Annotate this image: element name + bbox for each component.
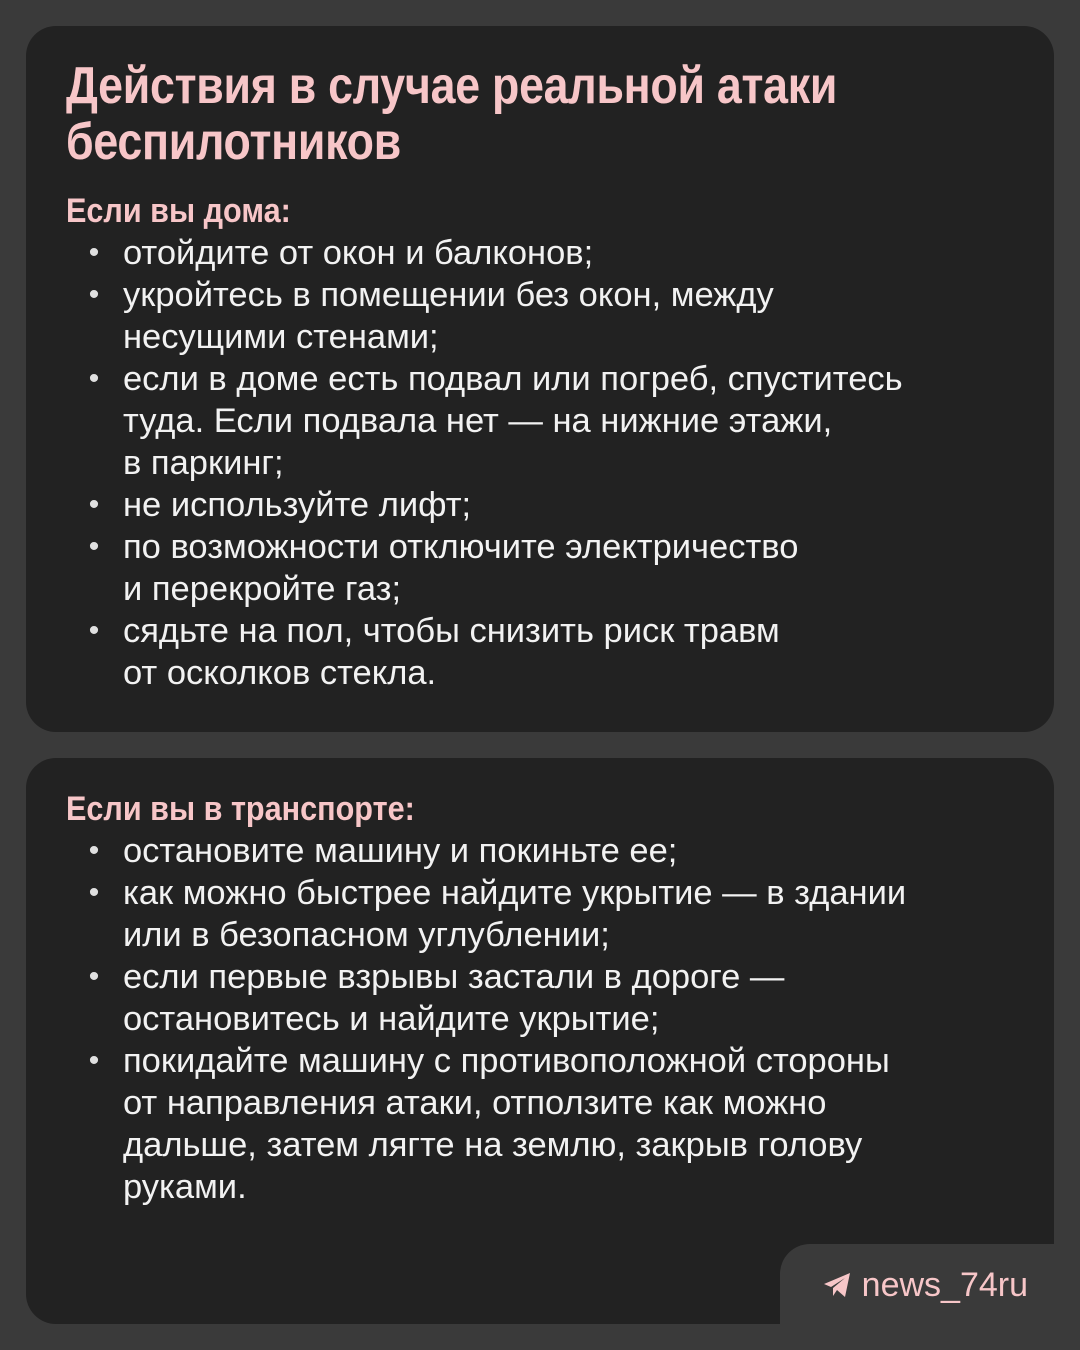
list-item-text: не используйте лифт; (123, 486, 472, 524)
list-item (86, 232, 986, 274)
list-item-text: покидайте машину с противоположной стороны от направления атаки, отползите как можно дальше, затем лягте на землю, закрыв голову руками. (123, 1042, 890, 1206)
telegram-icon (822, 1270, 852, 1300)
bullet-icon: • (88, 488, 100, 521)
list-item (86, 830, 986, 872)
home-instructions-list (86, 232, 986, 694)
bullet-icon: • (88, 530, 100, 563)
list-item (86, 1040, 986, 1208)
bullet-icon: • (88, 834, 100, 867)
list-item-text: отойдите от окон и балконов; (123, 234, 594, 272)
transport-instructions-list (86, 830, 986, 1208)
list-item (86, 610, 986, 694)
bullet-icon: • (88, 876, 100, 909)
list-item (86, 484, 986, 526)
telegram-handle: news_74ru (861, 1266, 1028, 1304)
bullet-icon: • (88, 960, 100, 993)
transport-section-heading: Если вы в транспорте: (66, 790, 415, 828)
transport-card (26, 758, 1054, 1324)
list-item-text: остановите машину и покиньте ее; (123, 832, 678, 870)
list-item (86, 358, 986, 484)
list-item-text: сядьте на пол, чтобы снизить риск травм от осколков стекла. (123, 612, 780, 692)
home-section-heading: Если вы дома: (66, 192, 291, 230)
list-item-text: по возможности отключите электричество и перекройте газ; (123, 528, 799, 608)
home-card (26, 26, 1054, 732)
telegram-handle-link[interactable] (822, 1262, 1028, 1308)
list-item (86, 274, 986, 358)
page-title: Действия в случае реальной атаки беспилотников (66, 57, 838, 171)
bullet-icon: • (88, 236, 100, 269)
bullet-icon: • (88, 1044, 100, 1077)
list-item (86, 526, 986, 610)
bullet-icon: • (88, 362, 100, 395)
list-item-text: как можно быстрее найдите укрытие — в здании или в безопасном углублении; (123, 874, 907, 954)
list-item (86, 956, 986, 1040)
list-item-text: если первые взрывы застали в дороге — остановитесь и найдите укрытие; (123, 958, 785, 1038)
list-item (86, 872, 986, 956)
list-item-text: укройтесь в помещении без окон, между несущими стенами; (123, 276, 774, 356)
bullet-icon: • (88, 278, 100, 311)
list-item-text: если в доме есть подвал или погреб, спуститесь туда. Если подвала нет — на нижние этажи, в паркинг; (123, 360, 903, 482)
bullet-icon: • (88, 614, 100, 647)
